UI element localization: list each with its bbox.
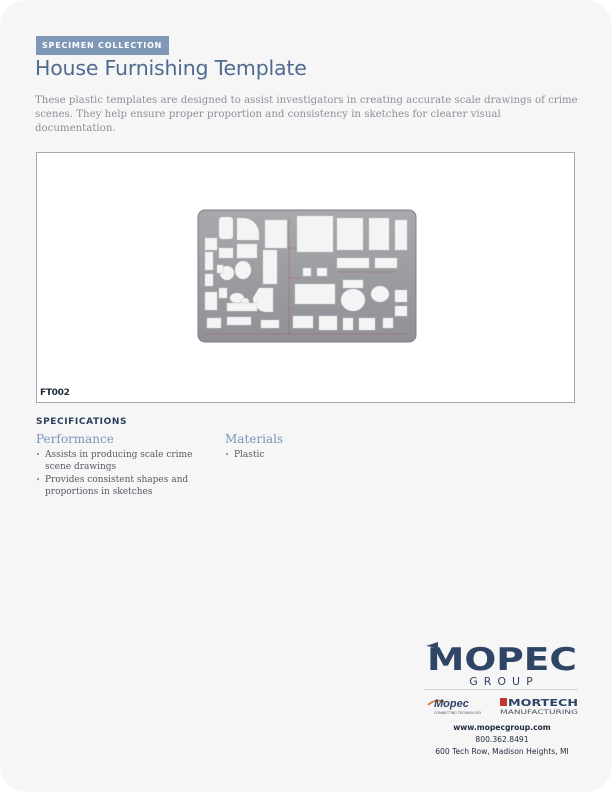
- page-title: House Furnishing Template: [35, 56, 307, 80]
- mopec-sub-logo: Mopec: [434, 698, 469, 710]
- product-description: These plastic templates are designed to assist investigators in creating accurate scale drawings of crime scenes. They help ensure proper proportion and consistency in sketches for clearer visual documentation.: [35, 95, 578, 134]
- performance-list: [36, 449, 206, 498]
- performance-title: Performance: [36, 432, 114, 446]
- materials-list: [225, 449, 375, 461]
- materials-section: [225, 432, 375, 462]
- list-item: • Provides consistent shapes and proportions in sketches: [36, 474, 206, 498]
- company-footer: [424, 640, 580, 756]
- list-item: • Assists in producing scale crime scene drawings: [36, 449, 206, 473]
- company-address: 600 Tech Row, Madison Heights, MI: [435, 747, 569, 756]
- contact-block: [424, 722, 580, 758]
- brand-subtitle: GROUP: [469, 675, 539, 688]
- materials-title: Materials: [225, 432, 284, 446]
- mopec-group-logo: [424, 640, 580, 688]
- specifications-heading: SPECIFICATIONS: [36, 417, 128, 427]
- mortech-subtitle: MANUFACTURING: [500, 708, 578, 716]
- list-item: • Plastic: [225, 449, 375, 461]
- product-image-frame: [36, 152, 575, 403]
- collection-badge: SPECIMEN COLLECTION: [36, 36, 169, 55]
- performance-section: [36, 432, 206, 499]
- mopec-tagline: CONNECTING TECHNOLOGY: [434, 711, 482, 715]
- sub-brand-logos: [424, 696, 580, 718]
- furnishing-template-image: [197, 208, 417, 344]
- brand-name: MOPEC: [427, 642, 577, 678]
- phone-number: 800.362.8491: [475, 735, 529, 744]
- footer-divider: [424, 689, 578, 690]
- mortech-logo: MORTECH: [508, 698, 578, 709]
- product-code: FT002: [40, 388, 70, 398]
- website-link[interactable]: www.mopecgroup.com: [453, 723, 551, 732]
